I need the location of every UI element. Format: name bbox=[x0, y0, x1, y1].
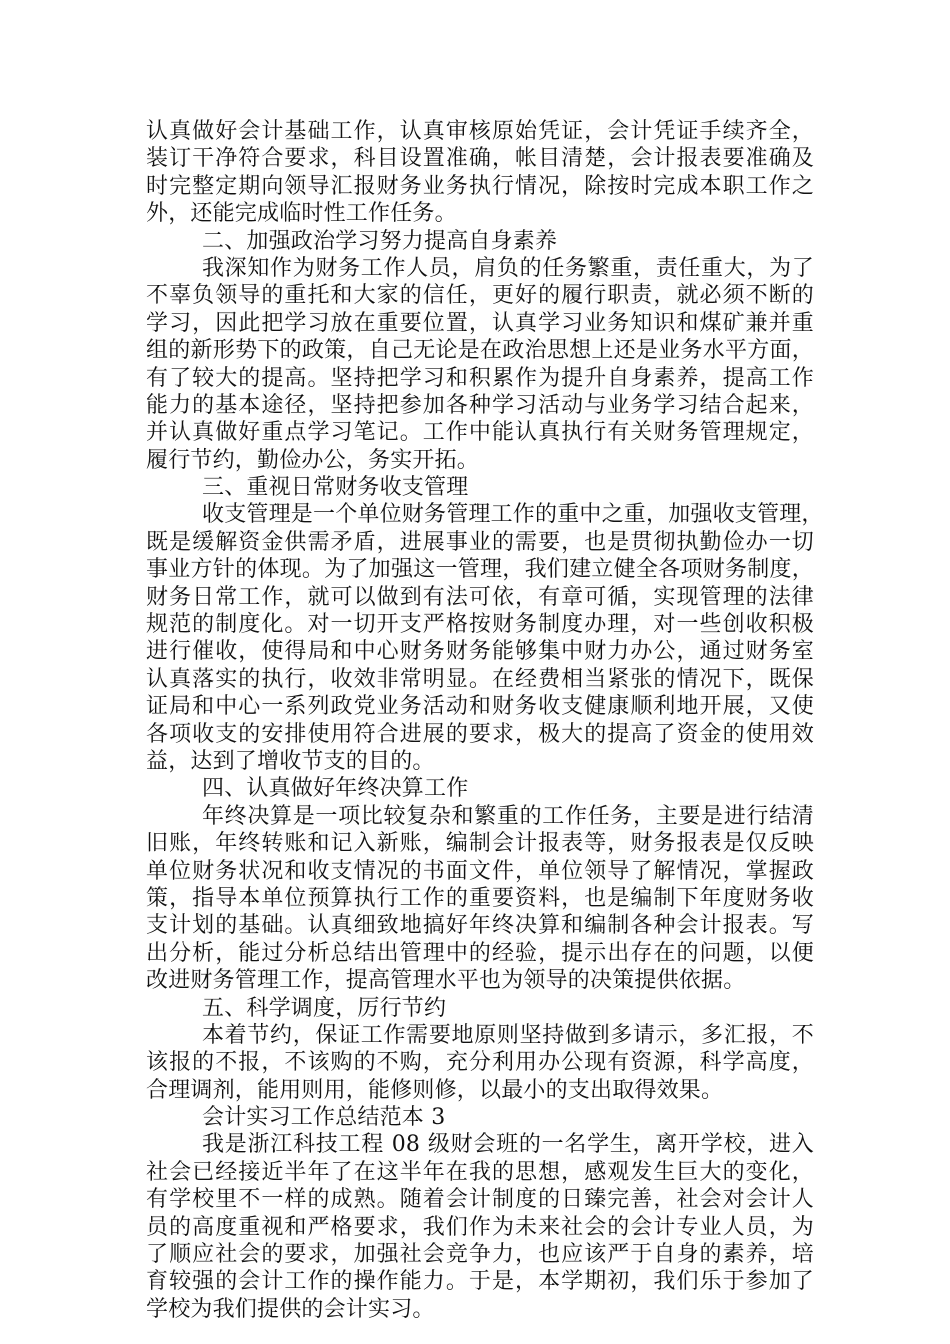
text-line: 益，达到了增收节支的目的。 bbox=[146, 748, 435, 774]
text-line: 我深知作为财务工作人员，肩负的任务繁重，责任重大，为了 bbox=[202, 255, 814, 281]
section-heading: 四、认真做好年终决算工作 bbox=[202, 776, 469, 802]
text-line: 本着节约，保证工作需要地原则坚持做到多请示，多汇报，不 bbox=[202, 1022, 814, 1048]
text-line: 改进财务管理工作，提高管理水平也为领导的决策提供依据。 bbox=[146, 968, 746, 994]
text-line: 有学校里不一样的成熟。随着会计制度的日臻完善，社会对会计人 bbox=[146, 1187, 814, 1213]
text-line: 能力的基本途径，坚持把参加各种学习活动与业务学习结合起来， bbox=[146, 392, 814, 418]
text-line: 有了较大的提高。坚持把学习和积累作为提升自身素养，提高工作 bbox=[146, 365, 814, 391]
text-line: 并认真做好重点学习笔记。工作中能认真执行有关财务管理规定， bbox=[146, 420, 814, 446]
text-line: 外，还能完成临时性工作任务。 bbox=[146, 201, 457, 227]
text-line: 出分析，能过分析总结出管理中的经验，提示出存在的问题，以便 bbox=[146, 940, 814, 966]
text-line: 规范的制度化。对一切开支严格按财务制度办理，对一些创收积极 bbox=[146, 612, 814, 638]
text-line: 合理调剂，能用则用，能修则修，以最小的支出取得效果。 bbox=[146, 1077, 724, 1103]
section-heading: 会计实习工作总结范本 3 bbox=[202, 1105, 446, 1131]
text-line: 组的新形势下的政策，自己无论是在政治思想上还是业务水平方面， bbox=[146, 338, 814, 364]
text-line: 员的高度重视和严格要求，我们作为未来社会的会计专业人员，为 bbox=[146, 1214, 814, 1240]
text-line: 财务日常工作，就可以做到有法可依，有章可循，实现管理的法律 bbox=[146, 584, 814, 610]
text-line: 学校为我们提供的会计实习。 bbox=[146, 1296, 435, 1322]
section-heading: 五、科学调度，厉行节约 bbox=[202, 995, 447, 1021]
text-line: 事业方针的体现。为了加强这一管理，我们建立健全各项财务制度， bbox=[146, 557, 814, 583]
text-line: 时完整定期向领导汇报财务业务执行情况，除按时完成本职工作之 bbox=[146, 173, 814, 199]
section-heading: 三、重视日常财务收支管理 bbox=[202, 475, 469, 501]
text-line: 既是缓解资金供需矛盾，进展事业的需要，也是贯彻执勤俭办一切 bbox=[146, 529, 814, 555]
text-line: 旧账，年终转账和记入新账，编制会计报表等，财务报表是仅反映 bbox=[146, 831, 814, 857]
text-line: 年终决算是一项比较复杂和繁重的工作任务，主要是进行结清 bbox=[202, 803, 814, 829]
text-line: 育较强的会计工作的操作能力。于是，本学期初，我们乐于参加了 bbox=[146, 1269, 814, 1295]
text-line: 证局和中心一系列政党业务活动和财务收支健康顺利地开展，又使 bbox=[146, 694, 814, 720]
text-line: 履行节约，勤俭办公，务实开拓。 bbox=[146, 447, 480, 473]
text-line: 认真落实的执行，收效非常明显。在经费相当紧张的情况下，既保 bbox=[146, 666, 814, 692]
text-line: 支计划的基础。认真细致地搞好年终决算和编制各种会计报表。写 bbox=[146, 913, 814, 939]
text-line: 不辜负领导的重托和大家的信任，更好的履行职责，就必须不断的 bbox=[146, 283, 814, 309]
text-line: 各项收支的安排使用符合进展的要求，极大的提高了资金的使用效 bbox=[146, 721, 814, 747]
document-body bbox=[146, 118, 824, 1323]
text-line: 认真做好会计基础工作，认真审核原始凭证，会计凭证手续齐全， bbox=[146, 119, 814, 144]
text-line: 我是浙江科技工程 08 级财会班的一名学生，离开学校，进入 bbox=[202, 1132, 814, 1158]
text-line: 社会已经接近半年了在这半年在我的思想，感观发生巨大的变化， bbox=[146, 1159, 814, 1185]
text-line: 了顺应社会的要求，加强社会竞争力，也应该严于自身的素养，培 bbox=[146, 1242, 814, 1268]
text-line: 学习，因此把学习放在重要位置，认真学习业务知识和煤矿兼并重 bbox=[146, 310, 814, 336]
text-line: 收支管理是一个单位财务管理工作的重中之重，加强收支管理， bbox=[202, 502, 824, 528]
text-line: 单位财务状况和收支情况的书面文件，单位领导了解情况，掌握政 bbox=[146, 858, 814, 884]
text-line: 策，指导本单位预算执行工作的重要资料，也是编制下年度财务收 bbox=[146, 885, 814, 911]
text-line: 进行催收，使得局和中心财务财务能够集中财力办公，通过财务室 bbox=[146, 639, 814, 665]
section-heading: 二、加强政治学习努力提高自身素养 bbox=[202, 228, 558, 254]
text-line: 该报的不报，不该购的不购，充分利用办公现有资源，科学高度， bbox=[146, 1050, 814, 1076]
text-line: 装订干净符合要求，科目设置准确，帐目清楚，会计报表要准确及 bbox=[146, 146, 814, 172]
